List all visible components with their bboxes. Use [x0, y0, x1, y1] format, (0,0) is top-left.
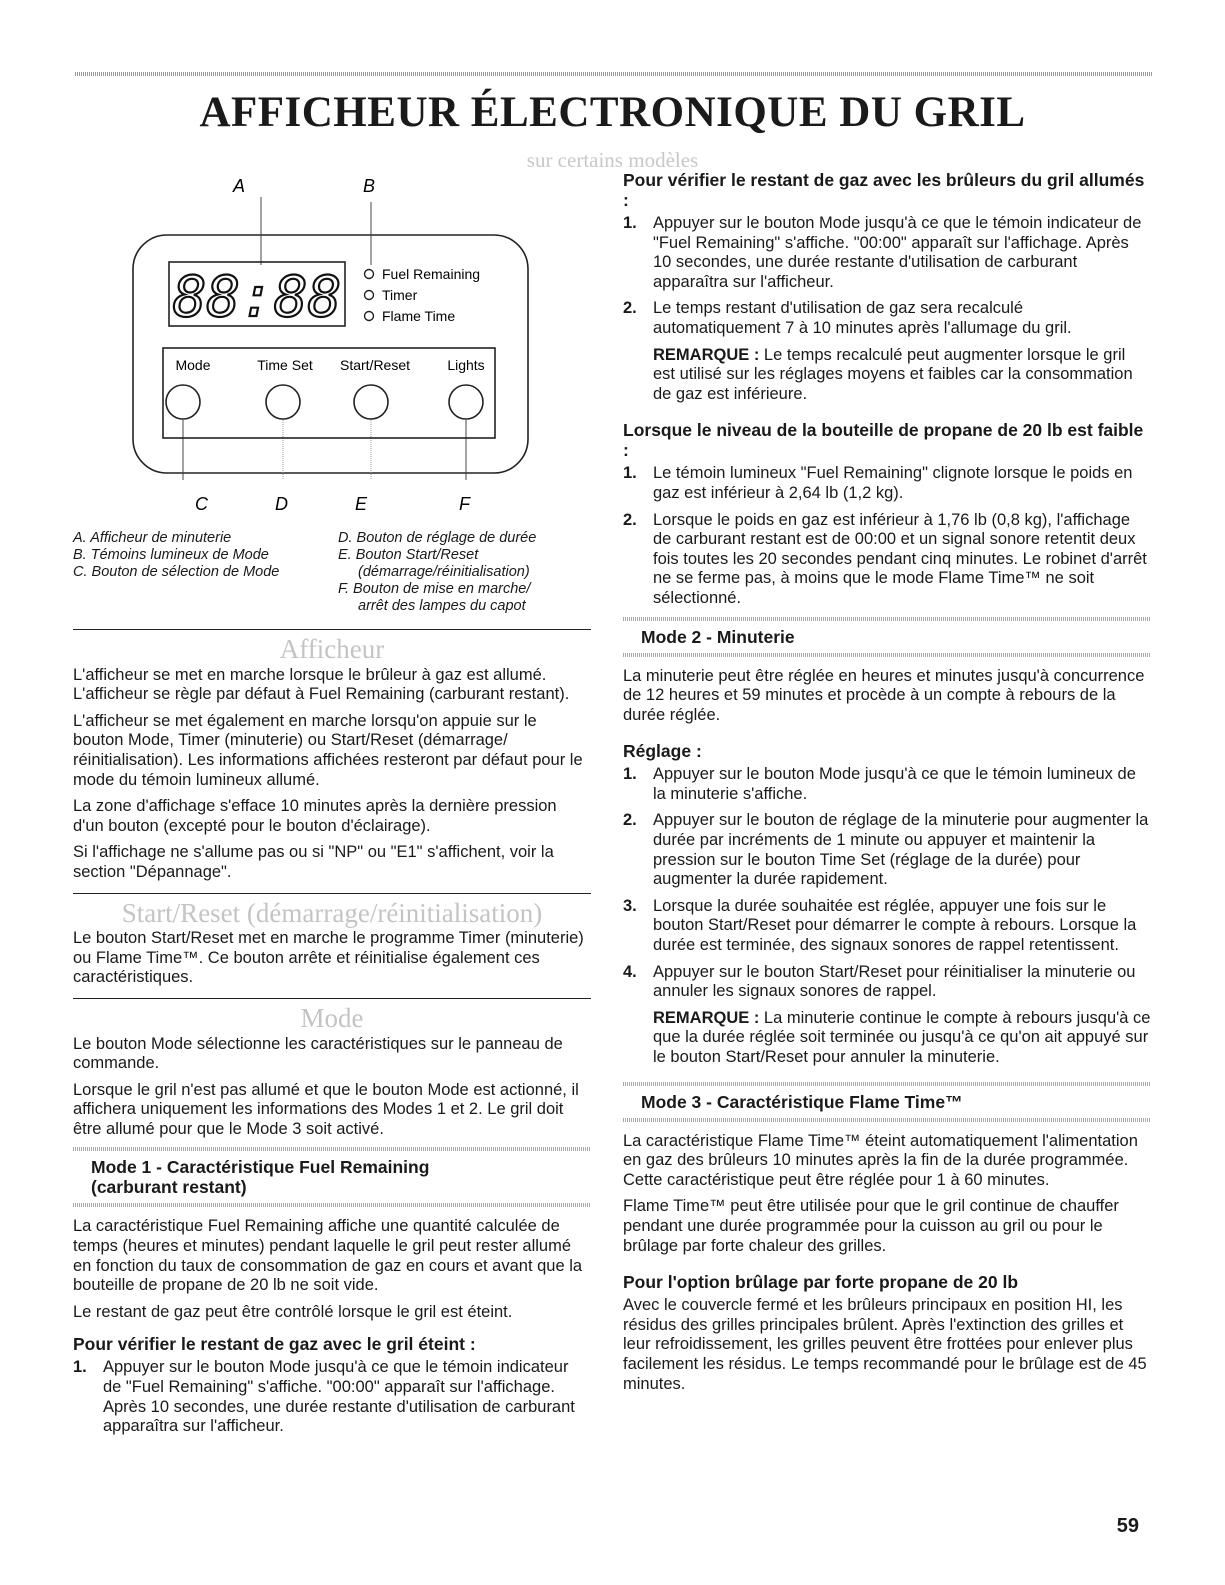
mode-button[interactable]: [166, 385, 200, 419]
note-label: REMARQUE :: [653, 345, 760, 364]
mode2-setup-heading: Réglage :: [623, 741, 702, 762]
callout-e: E: [355, 494, 368, 514]
mode1-on-heading: Pour vérifier le restant de gaz avec les brûleurs du gril allumés :: [623, 170, 1145, 210]
list-item: [623, 963, 1151, 1002]
list-item: [623, 214, 1151, 292]
indicator-fuel-label: Fuel Remaining: [382, 266, 481, 282]
mode-para-2: Lorsque le gril n'est pas allumé et que le bouton Mode est actionné, il affichera uniquement les informations des Modes 1 et 2. Le gril doit être allumé pour que le Mode 3 soit activé.: [73, 1080, 579, 1138]
mode1-low-heading: Lorsque le niveau de la bouteille de propane de 20 lb est faible :: [623, 420, 1144, 461]
afficheur-para-4: Si l'affichage ne s'allume pas ou si "NP" ou "E1" s'affichent, voir la section "Dépannage".: [73, 843, 554, 881]
callout-c: C: [195, 494, 208, 514]
step-number: 1.: [623, 214, 637, 232]
mode1-off-heading: Pour vérifier le restant de gaz avec le gril éteint :: [73, 1334, 476, 1355]
list-item: [623, 897, 1151, 956]
mode-para-1: Le bouton Mode sélectionne les caractéristiques sur le panneau de commande.: [73, 1034, 563, 1073]
step-number: 2.: [623, 811, 637, 830]
legend-f-cont: arrêt des lampes du capot: [358, 598, 526, 614]
indicator-timer-label: Timer: [382, 287, 418, 303]
diagram-legend: [73, 530, 591, 615]
step-number: 1.: [73, 1358, 87, 1377]
start-reset-button[interactable]: [354, 385, 388, 419]
mode-heading: Mode: [300, 1002, 364, 1033]
page-subtitle: sur certains modèles: [526, 148, 699, 172]
mode1-on-steps: [623, 214, 1151, 339]
mode1-para-2: Le restant de gaz peut être contrôlé lorsque le gril est éteint.: [73, 1302, 513, 1321]
callout-d: D: [275, 494, 288, 514]
mode3-para-2: Flame Time™ peut être utilisée pour que le gril continue de chauffer pendant une durée programmée pour la cuisson au gril ou pour le brûlage par forte chaleur des grilles.: [623, 1197, 1119, 1255]
step-text: Appuyer sur le bouton Mode jusqu'à ce que le témoin lumineux de la minuterie s'affiche.: [653, 765, 1136, 803]
step-text: Appuyer sur le bouton Start/Reset pour réinitialiser la minuterie ou annuler les signaux sonores de rappel.: [653, 962, 1136, 1001]
lights-button[interactable]: [449, 385, 483, 419]
step-number: 1.: [623, 464, 637, 483]
afficheur-para-1: L'afficheur se met en marche lorsque le brûleur à gaz est allumé. L'afficheur se règle par défaut à Fuel Remaining (carburant restant).: [73, 665, 570, 704]
step-number: 3.: [623, 896, 637, 915]
step-number: 2.: [623, 299, 637, 318]
step-text: Appuyer sur le bouton Mode jusqu'à ce que le témoin indicateur de "Fuel Remaining" s'affiche. "00:00" apparaît sur l'affichage. Après 10 secondes, une durée restante d'utilisation de carburant apparaîtra sur l'afficheur.: [103, 1358, 575, 1436]
control-panel-svg: [73, 170, 591, 530]
indicator-flame-label: Flame Time: [382, 308, 456, 324]
callout-f: F: [459, 494, 470, 514]
mode3-rule-bottom: [623, 1118, 1151, 1122]
top-rule: [75, 72, 1153, 76]
legend-d: D. Bouton de réglage de durée: [338, 530, 537, 546]
mode2-rule-bottom: [623, 653, 1151, 657]
mode2-heading: Mode 2 - Minuterie: [641, 626, 795, 647]
left-column: [73, 170, 591, 1444]
mode3-heading: Mode 3 - Caractéristique Flame Time™: [641, 1091, 963, 1112]
legend-a: A. Afficheur de minuterie: [73, 530, 232, 546]
callout-b: B: [363, 176, 376, 196]
step-number: 1.: [623, 765, 637, 784]
button-panel: [163, 348, 495, 438]
mode1-on-note: [623, 346, 1151, 405]
step-text: Le témoin lumineux "Fuel Remaining" clignote lorsque le poids en gaz est inférieur à 2,64 lb (1,2 kg).: [653, 464, 1133, 502]
mode3-box: [623, 1082, 1151, 1122]
afficheur-para-2: L'afficheur se met également en marche lorsqu'on appuie sur le bouton Mode, Timer (minuterie) ou Start/Reset (démarrage/ réinitialisation). Les informations affichées resteront par défaut pour le mode du témoin lumineux allumé.: [73, 711, 583, 789]
indicator-timer-dot: [365, 291, 374, 300]
indicator-flame-dot: [365, 312, 374, 321]
time-set-button[interactable]: [266, 385, 300, 419]
step-number: 4.: [623, 962, 637, 981]
time-set-button-label: Time Set: [257, 357, 313, 373]
legend-c: C. Bouton de sélection de Mode: [73, 564, 280, 580]
note-text: Le temps recalculé peut augmenter lorsque le gril est utilisé sur les réglages moyens et faibles car la consommation de gaz est inférieure.: [653, 345, 1133, 403]
mode-button-label: Mode: [175, 357, 211, 373]
afficheur-heading: Afficheur: [279, 634, 385, 664]
mode2-para: La minuterie peut être réglée en heures et minutes jusqu'à concurrence de 12 heures et 59 minutes et procède à un compte à rebours de la durée réglée.: [623, 666, 1145, 724]
mode2-note: [623, 1009, 1151, 1068]
mode1-rule-bottom: [73, 1203, 591, 1207]
start-reset-heading: Start/Reset (démarrage/réinitialisation): [121, 897, 543, 928]
note-text: La minuterie continue le compte à rebours jusqu'à ce que la durée réglée soit terminée ou jusqu'à ce qu'on ait appuyé sur le bouton Start/Reset pour annuler la minuterie.: [653, 1008, 1151, 1066]
step-number: 2.: [623, 510, 637, 529]
mode1-low-steps: [623, 464, 1151, 608]
mode1-box: [73, 1147, 591, 1207]
mode1-heading: [73, 1151, 591, 1203]
step-text: Appuyer sur le bouton de réglage de la minuterie pour augmenter la durée par incréments de 1 minute ou appuyer et maintenir la pression sur le bouton Time Set (réglage de la durée) pour augmenter la durée rapidement.: [653, 811, 1149, 889]
mode1-off-steps: [73, 1358, 591, 1436]
rule-start-reset: [73, 893, 591, 894]
page-number: 59: [1116, 1515, 1139, 1537]
list-item: [623, 464, 1151, 503]
step-text: Lorsque la durée souhaitée est réglée, appuyer une fois sur le bouton Start/Reset pour démarrer le compte à rebours. Lorsque la durée est terminée, des signaux sonores de rappel retentissent.: [653, 896, 1137, 955]
mode3-para-1: La caractéristique Flame Time™ éteint automatiquement l'alimentation en gaz des brûleurs 10 minutes après la fin de la durée programmée. Cette caractéristique peut être réglée pour 1 à 60 minutes.: [623, 1131, 1138, 1189]
step-text: Le temps restant d'utilisation de gaz sera recalculé automatiquement 7 à 10 minutes après l'allumage du gril.: [653, 299, 1072, 337]
mode1-heading-line1: Mode 1 - Caractéristique Fuel Remaining: [91, 1157, 430, 1178]
start-reset-para: Le bouton Start/Reset met en marche le programme Timer (minuterie) ou Flame Time™. Ce bouton arrête et réinitialise également ces caractéristiques.: [73, 929, 584, 987]
start-reset-button-label: Start/Reset: [339, 357, 411, 373]
mode2-steps: [623, 765, 1151, 1002]
list-item: [623, 811, 1151, 889]
control-panel-diagram: [73, 170, 591, 530]
legend-b: B. Témoins lumineux de Mode: [73, 547, 269, 563]
timer-digits: 88:88: [172, 265, 342, 330]
mode3-burn-para: Avec le couvercle fermé et les brûleurs principaux en position HI, les résidus des grilles principales brûlent. Après l'extinction des grilles et leur refroidissement, les grilles peuvent être frottées pour enlever plus facilement les résidus. Le temps recommandé pour le brûlage est de 45 minutes.: [623, 1296, 1147, 1393]
afficheur-para-3: La zone d'affichage s'efface 10 minutes après la dernière pression d'un bouton (excepté pour le bouton d'éclairage).: [73, 797, 557, 835]
mode1-heading-line2: (carburant restant): [91, 1177, 247, 1198]
list-item: [623, 511, 1151, 609]
list-item: [73, 1358, 591, 1436]
list-item: [623, 765, 1151, 804]
rule-afficheur: [73, 629, 591, 630]
step-text: Appuyer sur le bouton Mode jusqu'à ce que le témoin indicateur de "Fuel Remaining" s'affiche. "00:00" apparaît sur l'affichage. Après 10 secondes, une durée restante d'utilisation de carburant apparaîtra sur l'afficheur.: [653, 214, 1142, 291]
mode3-burn-heading: Pour l'option brûlage par forte propane de 20 lb: [623, 1272, 1019, 1293]
callout-a: A: [233, 176, 246, 196]
lights-button-label: Lights: [447, 357, 485, 373]
page-title: AFFICHEUR ÉLECTRONIQUE DU GRIL: [199, 89, 1026, 136]
step-text: Lorsque le poids en gaz est inférieur à 1,76 lb (0,8 kg), l'affichage de carburant restant est de 00:00 et un signal sonore retentit deux fois toutes les 20 secondes pendant cinq minutes. Le robinet d'arrêt ne se ferme pas, à moins que le mode Flame Time™ ne soit sélectionné.: [653, 510, 1147, 607]
rule-mode: [73, 998, 591, 999]
legend-e-cont: (démarrage/réinitialisation): [358, 564, 530, 580]
legend-e: E. Bouton Start/Reset: [338, 547, 479, 563]
legend-f: F. Bouton de mise en marche/: [338, 581, 531, 597]
right-column: [623, 170, 1151, 1401]
mode2-box: [623, 617, 1151, 657]
list-item: [623, 299, 1151, 338]
note-label: REMARQUE :: [653, 1008, 760, 1027]
indicator-fuel-dot: [365, 270, 374, 279]
mode1-para-1: La caractéristique Fuel Remaining affiche une quantité calculée de temps (heures et minutes) pendant laquelle le gril peut rester allumé en fonction du taux de consommation de gaz en cours et avant que la bouteille de propane de 20 lb ne soit vide.: [73, 1217, 583, 1295]
